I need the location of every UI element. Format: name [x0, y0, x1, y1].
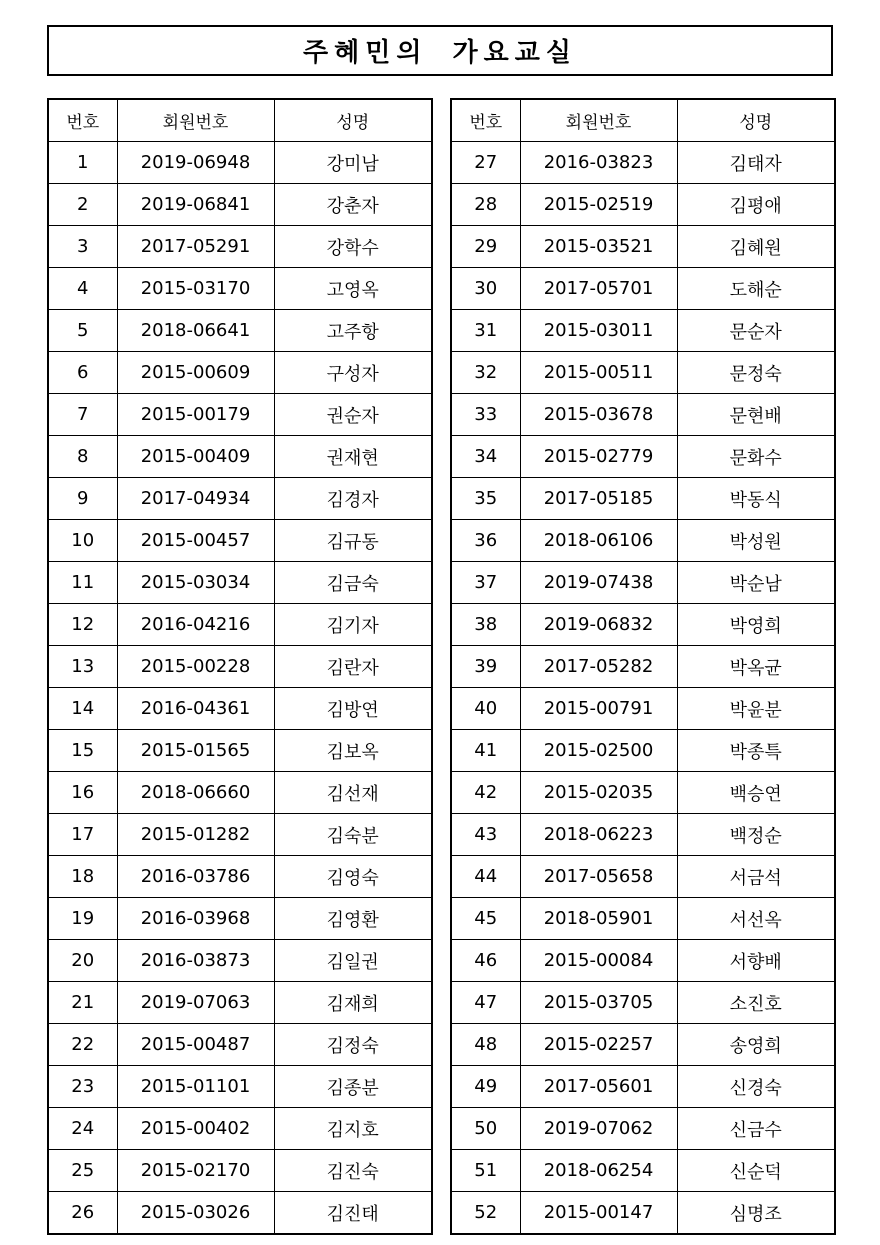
table-header-row — [451, 99, 835, 142]
member-number-cell: 22 — [48, 1024, 117, 1066]
table-row — [48, 772, 432, 814]
table-row — [48, 1150, 432, 1192]
table-row — [451, 310, 835, 352]
member-name-cell: 김진숙 — [274, 1150, 432, 1192]
member-name-cell: 김진태 — [274, 1192, 432, 1235]
member-number-cell: 35 — [451, 478, 520, 520]
member-number-cell: 39 — [451, 646, 520, 688]
member-number-cell: 18 — [48, 856, 117, 898]
member-name-cell: 송영희 — [677, 1024, 835, 1066]
table-row — [48, 478, 432, 520]
member-name-cell: 박종특 — [677, 730, 835, 772]
member-id-cell: 2015-00409 — [117, 436, 274, 478]
member-id-cell: 2017-05291 — [117, 226, 274, 268]
member-id-cell: 2015-00228 — [117, 646, 274, 688]
member-number-cell: 27 — [451, 142, 520, 184]
member-id-cell: 2018-05901 — [520, 898, 677, 940]
member-id-cell: 2015-03678 — [520, 394, 677, 436]
member-number-cell: 41 — [451, 730, 520, 772]
member-name-cell: 김영숙 — [274, 856, 432, 898]
member-number-cell: 32 — [451, 352, 520, 394]
member-number-cell: 12 — [48, 604, 117, 646]
member-name-cell: 강춘자 — [274, 184, 432, 226]
member-id-cell: 2015-03170 — [117, 268, 274, 310]
member-name-cell: 김종분 — [274, 1066, 432, 1108]
member-id-cell: 2015-03034 — [117, 562, 274, 604]
member-name-cell: 권재현 — [274, 436, 432, 478]
table-row — [48, 688, 432, 730]
member-name-cell: 백승연 — [677, 772, 835, 814]
table-row — [48, 1024, 432, 1066]
member-name-cell: 박동식 — [677, 478, 835, 520]
member-name-cell: 김방연 — [274, 688, 432, 730]
member-id-cell: 2019-06841 — [117, 184, 274, 226]
table-row — [451, 478, 835, 520]
table-row — [451, 1150, 835, 1192]
member-number-cell: 33 — [451, 394, 520, 436]
member-id-cell: 2015-01565 — [117, 730, 274, 772]
member-name-cell: 강미남 — [274, 142, 432, 184]
member-id-cell: 2015-00457 — [117, 520, 274, 562]
table-row — [48, 562, 432, 604]
member-number-cell: 26 — [48, 1192, 117, 1235]
member-number-cell: 3 — [48, 226, 117, 268]
table-row — [48, 898, 432, 940]
member-number-cell: 20 — [48, 940, 117, 982]
member-id-cell: 2017-05601 — [520, 1066, 677, 1108]
member-number-cell: 8 — [48, 436, 117, 478]
member-id-cell: 2015-00609 — [117, 352, 274, 394]
table-row — [48, 394, 432, 436]
table-row — [48, 142, 432, 184]
member-id-cell: 2015-02035 — [520, 772, 677, 814]
member-number-cell: 19 — [48, 898, 117, 940]
table-row — [48, 1108, 432, 1150]
member-name-cell: 박성원 — [677, 520, 835, 562]
member-id-cell: 2018-06106 — [520, 520, 677, 562]
table-row — [451, 730, 835, 772]
table-row — [48, 646, 432, 688]
table-row — [451, 688, 835, 730]
member-number-cell: 46 — [451, 940, 520, 982]
table-row — [48, 268, 432, 310]
member-id-cell: 2015-00791 — [520, 688, 677, 730]
table-row — [451, 1192, 835, 1235]
member-id-cell: 2015-02519 — [520, 184, 677, 226]
table-row — [451, 1024, 835, 1066]
member-name-cell: 김영환 — [274, 898, 432, 940]
table-row — [451, 1108, 835, 1150]
member-name-cell: 김기자 — [274, 604, 432, 646]
member-id-cell: 2019-06832 — [520, 604, 677, 646]
member-id-cell: 2015-03011 — [520, 310, 677, 352]
table-row — [48, 814, 432, 856]
member-id-cell: 2018-06254 — [520, 1150, 677, 1192]
member-name-cell: 김숙분 — [274, 814, 432, 856]
member-number-cell: 36 — [451, 520, 520, 562]
member-id-cell: 2017-05282 — [520, 646, 677, 688]
member-number-cell: 25 — [48, 1150, 117, 1192]
member-name-cell: 문화수 — [677, 436, 835, 478]
table-row — [451, 1066, 835, 1108]
member-number-cell: 38 — [451, 604, 520, 646]
member-name-cell: 신경숙 — [677, 1066, 835, 1108]
member-number-cell: 5 — [48, 310, 117, 352]
member-name-cell: 김혜원 — [677, 226, 835, 268]
table-row — [451, 520, 835, 562]
member-number-cell: 50 — [451, 1108, 520, 1150]
member-table-left — [47, 98, 433, 1235]
member-id-cell: 2015-00084 — [520, 940, 677, 982]
member-name-cell: 김란자 — [274, 646, 432, 688]
member-name-cell: 백정순 — [677, 814, 835, 856]
member-number-cell: 1 — [48, 142, 117, 184]
table-row — [48, 982, 432, 1024]
table-row — [451, 394, 835, 436]
member-id-cell: 2019-07062 — [520, 1108, 677, 1150]
table-row — [451, 352, 835, 394]
member-number-cell: 45 — [451, 898, 520, 940]
member-number-cell: 34 — [451, 436, 520, 478]
member-name-cell: 문순자 — [677, 310, 835, 352]
table-row — [48, 352, 432, 394]
member-number-cell: 21 — [48, 982, 117, 1024]
member-name-cell: 박영희 — [677, 604, 835, 646]
table-row — [451, 184, 835, 226]
table-row — [451, 436, 835, 478]
member-id-cell: 2015-01101 — [117, 1066, 274, 1108]
member-name-cell: 박윤분 — [677, 688, 835, 730]
table-row — [48, 730, 432, 772]
member-number-cell: 4 — [48, 268, 117, 310]
member-id-cell: 2016-03873 — [117, 940, 274, 982]
member-name-cell: 신순덕 — [677, 1150, 835, 1192]
table-row — [48, 1192, 432, 1235]
table-row — [451, 604, 835, 646]
member-name-cell: 김금숙 — [274, 562, 432, 604]
table-row — [451, 646, 835, 688]
member-number-cell: 28 — [451, 184, 520, 226]
table-row — [48, 184, 432, 226]
member-name-cell: 도해순 — [677, 268, 835, 310]
member-id-cell: 2018-06223 — [520, 814, 677, 856]
member-name-cell: 서선옥 — [677, 898, 835, 940]
member-name-cell: 김보옥 — [274, 730, 432, 772]
member-id-cell: 2015-00487 — [117, 1024, 274, 1066]
member-id-cell: 2015-03521 — [520, 226, 677, 268]
table-row — [48, 310, 432, 352]
member-id-cell: 2018-06641 — [117, 310, 274, 352]
table-row — [48, 520, 432, 562]
member-table-left-body — [48, 142, 432, 1235]
member-name-cell: 권순자 — [274, 394, 432, 436]
table-row — [451, 142, 835, 184]
member-id-cell: 2019-07438 — [520, 562, 677, 604]
table-header-row — [48, 99, 432, 142]
member-id-cell: 2015-02500 — [520, 730, 677, 772]
member-number-cell: 24 — [48, 1108, 117, 1150]
member-id-cell: 2017-05185 — [520, 478, 677, 520]
member-id-cell: 2015-02257 — [520, 1024, 677, 1066]
document-title-box — [47, 25, 833, 76]
member-id-cell: 2015-01282 — [117, 814, 274, 856]
member-number-cell: 9 — [48, 478, 117, 520]
member-name-cell: 김태자 — [677, 142, 835, 184]
member-id-cell: 2018-06660 — [117, 772, 274, 814]
table-row — [451, 772, 835, 814]
table-row — [451, 856, 835, 898]
member-name-cell: 신금수 — [677, 1108, 835, 1150]
header-no: 번호 — [451, 99, 520, 142]
member-number-cell: 47 — [451, 982, 520, 1024]
member-name-cell: 박순남 — [677, 562, 835, 604]
member-number-cell: 51 — [451, 1150, 520, 1192]
member-name-cell: 고영옥 — [274, 268, 432, 310]
member-id-cell: 2015-00179 — [117, 394, 274, 436]
member-number-cell: 42 — [451, 772, 520, 814]
member-number-cell: 11 — [48, 562, 117, 604]
member-id-cell: 2015-03026 — [117, 1192, 274, 1235]
member-id-cell: 2017-04934 — [117, 478, 274, 520]
header-name: 성명 — [274, 99, 432, 142]
member-name-cell: 김재희 — [274, 982, 432, 1024]
member-id-cell: 2016-03823 — [520, 142, 677, 184]
table-row — [451, 268, 835, 310]
member-number-cell: 6 — [48, 352, 117, 394]
member-number-cell: 49 — [451, 1066, 520, 1108]
member-number-cell: 15 — [48, 730, 117, 772]
member-number-cell: 14 — [48, 688, 117, 730]
member-id-cell: 2017-05658 — [520, 856, 677, 898]
table-row — [451, 940, 835, 982]
member-name-cell: 강학수 — [274, 226, 432, 268]
member-name-cell: 김규동 — [274, 520, 432, 562]
member-name-cell: 김평애 — [677, 184, 835, 226]
member-number-cell: 10 — [48, 520, 117, 562]
member-name-cell: 소진호 — [677, 982, 835, 1024]
member-name-cell: 김정숙 — [274, 1024, 432, 1066]
member-number-cell: 31 — [451, 310, 520, 352]
member-number-cell: 7 — [48, 394, 117, 436]
member-id-cell: 2015-00147 — [520, 1192, 677, 1235]
member-number-cell: 16 — [48, 772, 117, 814]
member-id-cell: 2017-05701 — [520, 268, 677, 310]
member-name-cell: 김일권 — [274, 940, 432, 982]
member-number-cell: 40 — [451, 688, 520, 730]
header-name: 성명 — [677, 99, 835, 142]
member-name-cell: 서향배 — [677, 940, 835, 982]
table-row — [48, 1066, 432, 1108]
member-id-cell: 2015-02779 — [520, 436, 677, 478]
member-table-right-body — [451, 142, 835, 1235]
member-number-cell: 48 — [451, 1024, 520, 1066]
member-number-cell: 43 — [451, 814, 520, 856]
member-number-cell: 23 — [48, 1066, 117, 1108]
member-name-cell: 김지호 — [274, 1108, 432, 1150]
member-name-cell: 구성자 — [274, 352, 432, 394]
member-name-cell: 서금석 — [677, 856, 835, 898]
document-title: 주혜민의 가요교실 — [303, 38, 577, 68]
member-name-cell: 문정숙 — [677, 352, 835, 394]
member-number-cell: 17 — [48, 814, 117, 856]
member-id-cell: 2019-06948 — [117, 142, 274, 184]
member-name-cell: 심명조 — [677, 1192, 835, 1235]
member-number-cell: 2 — [48, 184, 117, 226]
member-id-cell: 2019-07063 — [117, 982, 274, 1024]
member-id-cell: 2015-00402 — [117, 1108, 274, 1150]
member-id-cell: 2016-03968 — [117, 898, 274, 940]
member-number-cell: 29 — [451, 226, 520, 268]
table-row — [48, 226, 432, 268]
member-number-cell: 52 — [451, 1192, 520, 1235]
table-row — [451, 982, 835, 1024]
table-row — [451, 898, 835, 940]
member-name-cell: 김선재 — [274, 772, 432, 814]
member-name-cell: 박옥균 — [677, 646, 835, 688]
member-number-cell: 37 — [451, 562, 520, 604]
member-id-cell: 2015-00511 — [520, 352, 677, 394]
member-name-cell: 김경자 — [274, 478, 432, 520]
table-row — [451, 814, 835, 856]
member-id-cell: 2016-04361 — [117, 688, 274, 730]
table-row — [48, 856, 432, 898]
member-table-right — [450, 98, 836, 1235]
member-id-cell: 2016-03786 — [117, 856, 274, 898]
member-name-cell: 고주항 — [274, 310, 432, 352]
table-row — [451, 226, 835, 268]
member-number-cell: 13 — [48, 646, 117, 688]
header-no: 번호 — [48, 99, 117, 142]
member-id-cell: 2015-03705 — [520, 982, 677, 1024]
table-row — [48, 604, 432, 646]
member-number-cell: 30 — [451, 268, 520, 310]
table-row — [48, 436, 432, 478]
table-row — [451, 562, 835, 604]
member-number-cell: 44 — [451, 856, 520, 898]
table-row — [48, 940, 432, 982]
member-id-cell: 2016-04216 — [117, 604, 274, 646]
member-id-cell: 2015-02170 — [117, 1150, 274, 1192]
member-name-cell: 문현배 — [677, 394, 835, 436]
header-member-id: 회원번호 — [520, 99, 677, 142]
header-member-id: 회원번호 — [117, 99, 274, 142]
